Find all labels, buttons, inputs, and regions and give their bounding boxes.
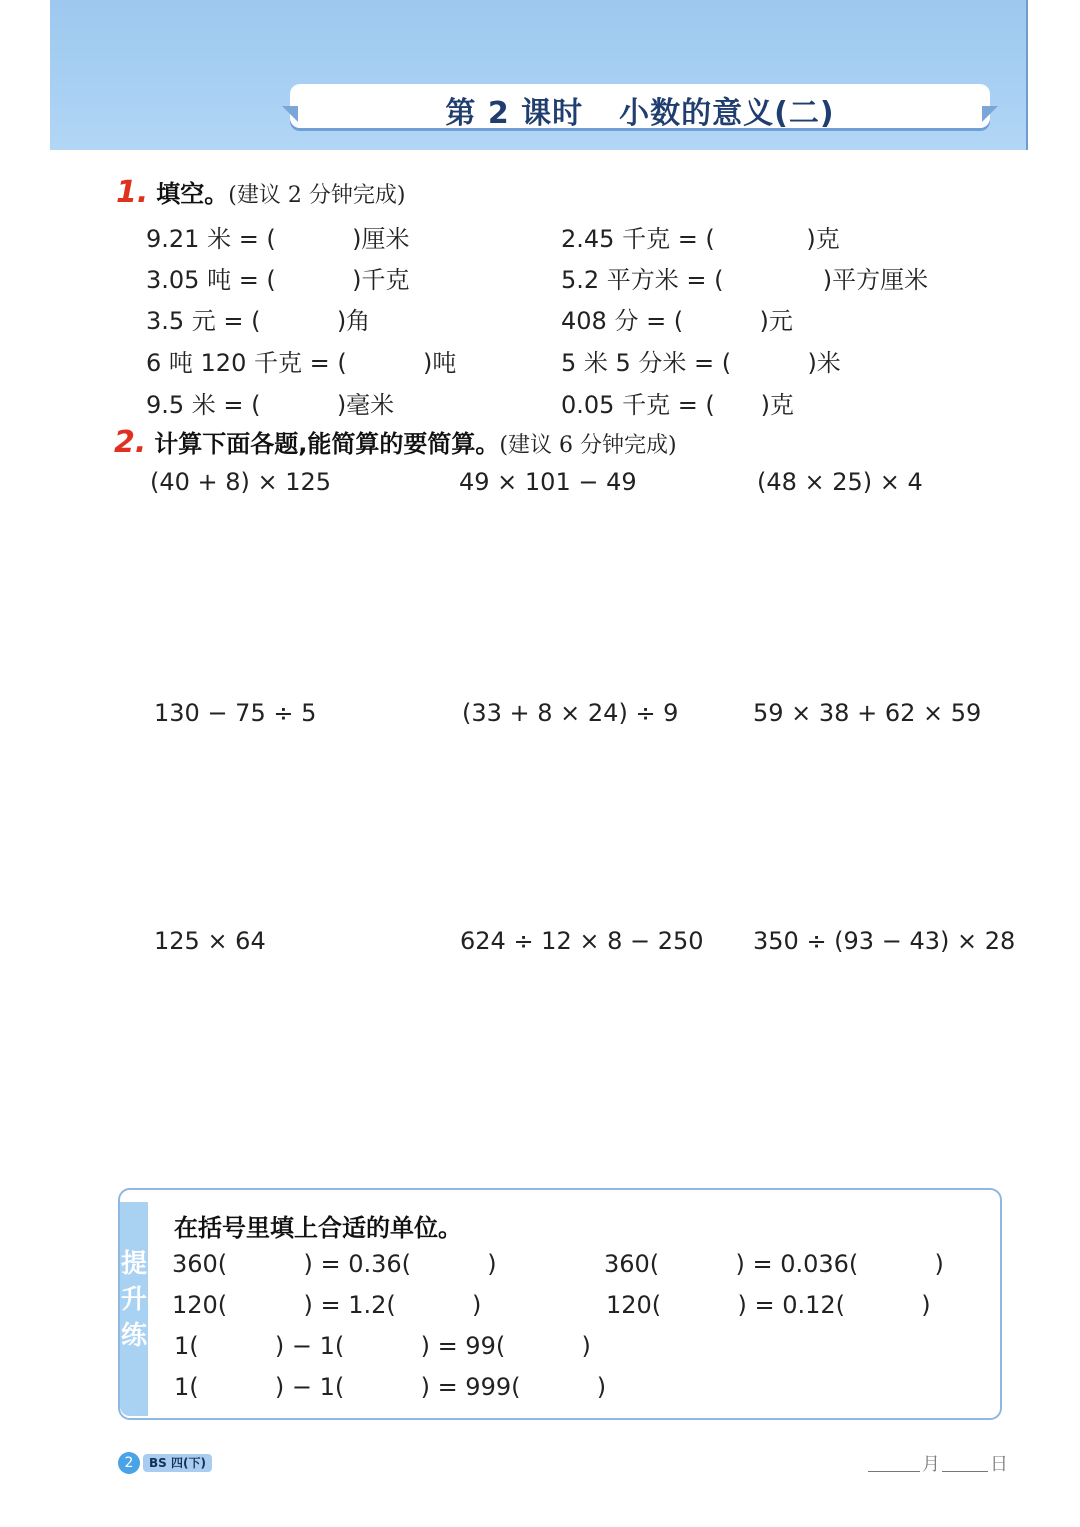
unit-item: 120( ) = 1.2( ) (172, 1291, 482, 1319)
calc-expression: (48 × 25) × 4 (757, 468, 923, 496)
page-footer-badge (118, 1451, 212, 1475)
question-2-heading (114, 424, 677, 460)
extension-title: 在括号里填上合适的单位。 (174, 1214, 462, 1242)
lesson-topic: 小数的意义(二) (619, 96, 835, 131)
question-2-hint: (建议 6 分钟完成) (499, 433, 677, 458)
fill-item: 9.5 米 = ( )毫米 (146, 391, 395, 419)
extension-side-tab (120, 1202, 148, 1416)
unit-item: 1( ) − 1( ) = 99( ) (174, 1332, 591, 1360)
calc-expression: 125 × 64 (154, 927, 266, 955)
fill-item: 3.05 吨 = ( )千克 (146, 266, 410, 294)
question-2-title: 计算下面各题,能简算的要简算。 (154, 430, 500, 458)
fill-item: 5 米 5 分米 = ( )米 (561, 349, 841, 377)
extension-side-label: 提 升 练 (120, 1249, 147, 1351)
fill-item: 408 分 = ( )元 (561, 307, 793, 335)
question-2-number: 2. (114, 425, 147, 460)
fill-item: 9.21 米 = ( )厘米 (146, 225, 410, 253)
day-underline (942, 1471, 988, 1472)
question-1-hint: (建议 2 分钟完成) (228, 183, 406, 208)
calc-expression: (40 + 8) × 125 (150, 468, 332, 496)
unit-item: 120( ) = 0.12( ) (606, 1291, 931, 1319)
calc-expression: 59 × 38 + 62 × 59 (753, 699, 982, 727)
calc-expression: 350 ÷ (93 − 43) × 28 (753, 927, 1016, 955)
question-1-title: 填空。 (156, 180, 229, 208)
lesson-title-banner (290, 84, 990, 131)
month-label: 月 (922, 1454, 940, 1475)
unit-item: 360( ) = 0.36( ) (172, 1250, 497, 1278)
unit-item: 1( ) − 1( ) = 999( ) (174, 1373, 607, 1401)
fill-item: 6 吨 120 千克 = ( )吨 (146, 349, 457, 377)
page-number: 2 (118, 1452, 140, 1474)
unit-item: 360( ) = 0.036( ) (604, 1250, 944, 1278)
lesson-number: 第 2 课时 (445, 96, 584, 131)
fill-item: 2.45 千克 = ( )克 (561, 225, 840, 253)
fill-item: 5.2 平方米 = ( )平方厘米 (561, 266, 929, 294)
question-1-number: 1. (116, 175, 149, 210)
calc-expression: (33 + 8 × 24) ÷ 9 (462, 699, 679, 727)
question-1-heading (116, 174, 405, 210)
extension-practice-box (118, 1188, 1002, 1420)
fill-item: 3.5 元 = ( )角 (146, 307, 371, 335)
month-underline (868, 1471, 920, 1472)
fill-item: 0.05 千克 = ( )克 (561, 391, 794, 419)
calc-expression: 624 ÷ 12 × 8 − 250 (460, 927, 704, 955)
lesson-title (290, 88, 990, 132)
grade-tag: BS 四(下) (143, 1454, 212, 1472)
calc-expression: 49 × 101 − 49 (459, 468, 637, 496)
day-label: 日 (990, 1454, 1008, 1475)
calc-expression: 130 − 75 ÷ 5 (154, 699, 317, 727)
